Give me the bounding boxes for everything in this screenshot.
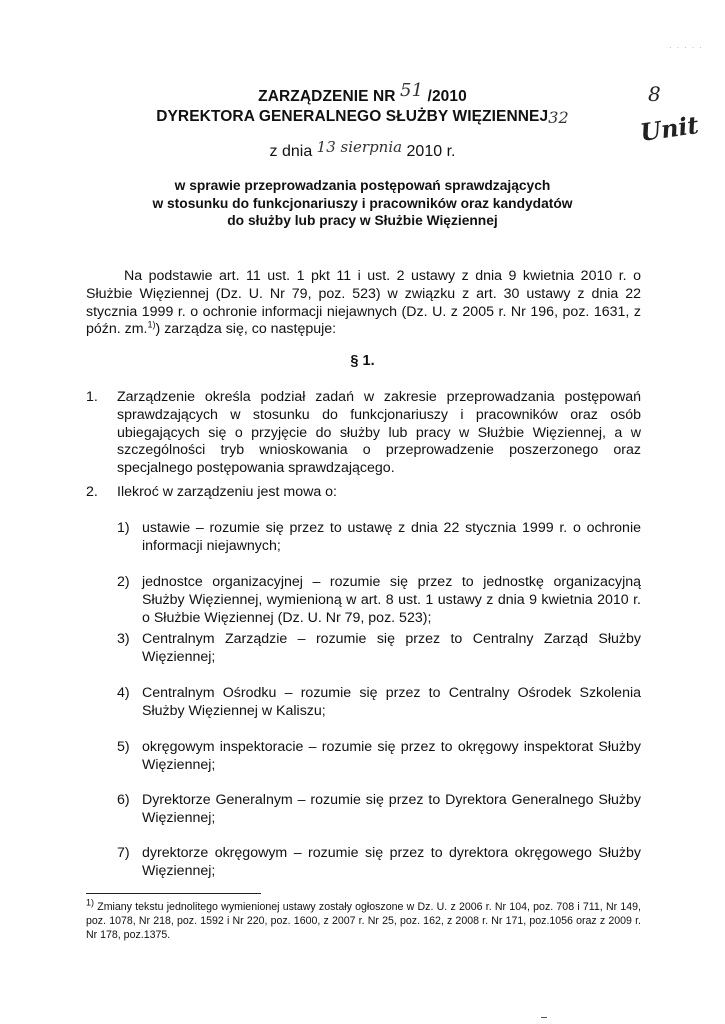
footnote-text: Zmiany tekstu jednolitego wymienionej ustawy zostały ogłoszone w Dz. U. z 2006 r. Nr 104, poz. 708 i 711, Nr 149, poz. 1078, Nr 218, poz. 1592 i Nr 220, poz. 1600, z 2007 r. Nr 25, poz. 162, z 2008 r. Nr 171, poz.1056 oraz z 2009 r. Nr 178, poz.1375.: [86, 901, 641, 941]
definition-text: Centralnym Ośrodku – rozumie się przez to Centralny Ośrodek Szkolenia Służby Więziennej w Kaliszu;: [142, 685, 641, 719]
subject-line-1: w sprawie przeprowadzania postępowań sprawdzających: [174, 178, 551, 193]
handwritten-initials: Unit: [638, 110, 701, 147]
footnote-marker: 1): [86, 897, 95, 908]
definition-number: 3): [117, 631, 130, 647]
title-issuer: DYREKTORA GENERALNEGO SŁUŻBY WIĘZIENNEJ: [156, 108, 549, 125]
preamble-text: Na podstawie art. 11 ust. 1 pkt 11 i ust. 2 ustawy z dnia 9 kwietnia 2010 r. o Służbie Więziennej (Dz. U. Nr 79, poz. 523) w związku z art. 30 ustawy z dnia 22 stycznia 1999 r. o ochronie informacji niejawnych (Dz. U. z 2005 r. Nr 196, poz. 1631, z późn. zm.: [86, 268, 641, 338]
footnote-reference: 1): [147, 319, 156, 330]
point-number: 2.: [86, 484, 98, 500]
definition-number: 6): [117, 792, 130, 808]
preamble-text-end: ) zarządza się, co następuje:: [155, 321, 337, 338]
preamble-paragraph: [86, 268, 641, 339]
title-line-1: [0, 80, 725, 106]
definition-text: jednostce organizacyjnej – rozumie się przez to jednostkę organizacyjną Służby Więziennej, wymienioną w art. 8 ust. 1 ustawy z dnia 9 kwietnia 2010 r. o Służbie Więziennej (Dz. U. Nr 79, poz. 523);: [142, 574, 641, 626]
page-bottom-mark: [541, 1017, 547, 1018]
handwritten-order-number: 51: [400, 80, 424, 101]
definition-text: okręgowym inspektoracie – rozumie się przez to okręgowy inspektorat Służby Więziennej;: [142, 739, 641, 773]
point-text: Ilekroć w zarządzeniu jest mowa o:: [117, 484, 337, 500]
definition-text: dyrektorze okręgowym – rozumie się przez to dyrektora okręgowego Służby Więziennej;: [142, 845, 641, 879]
footnote-separator: [86, 893, 261, 894]
date-prefix: z dnia: [269, 143, 313, 160]
handwritten-date: 13 sierpnia: [316, 138, 403, 156]
title-prefix: ZARZĄDZENIE NR: [258, 88, 396, 105]
handwritten-annotation: 32: [548, 108, 569, 127]
point-number: 1.: [86, 389, 98, 405]
faint-stamp: · · · · ·: [669, 42, 703, 52]
subject-line-3: do służby lub pracy w Służbie Więziennej: [227, 213, 498, 228]
title-year: /2010: [427, 88, 467, 105]
title-line-2: [0, 106, 725, 126]
date-year: 2010 r.: [406, 143, 456, 160]
document-header: [0, 80, 725, 230]
definition-text: ustawie – rozumie się przez to ustawę z dnia 22 stycznia 1999 r. o ochronie informacji niejawnych;: [142, 520, 641, 554]
definition-number: 2): [117, 574, 130, 590]
definition-number: 5): [117, 739, 130, 755]
definition-text: Centralnym Zarządzie – rozumie się przez to Centralny Zarząd Służby Więziennej;: [142, 631, 641, 665]
date-line: [0, 140, 725, 163]
definition-text: Dyrektorze Generalnym – rozumie się przez to Dyrektora Generalnego Służby Więziennej;: [142, 792, 641, 826]
definition-number: 1): [117, 520, 130, 536]
definition-number: 7): [117, 845, 130, 861]
section-heading: § 1.: [350, 353, 375, 369]
footnote: [86, 897, 641, 942]
point-text: Zarządzenie określa podział zadań w zakresie przeprowadzania postępowań sprawdzających w stosunku do funkcjonariuszy i pracowników oraz osób ubiegających się o przyjęcie do służby lub pracy w Służbie Więziennej, a w szczególności tryb wnioskowania o przeprowadzenie poszerzonego oraz specjalnego postępowania sprawdzającego.: [117, 389, 641, 477]
subject-line-2: w stosunku do funkcjonariuszy i pracowników oraz kandydatów: [152, 195, 573, 211]
definition-number: 4): [117, 685, 130, 701]
document-subject: [0, 177, 725, 230]
handwritten-page-number: 8: [648, 82, 661, 106]
